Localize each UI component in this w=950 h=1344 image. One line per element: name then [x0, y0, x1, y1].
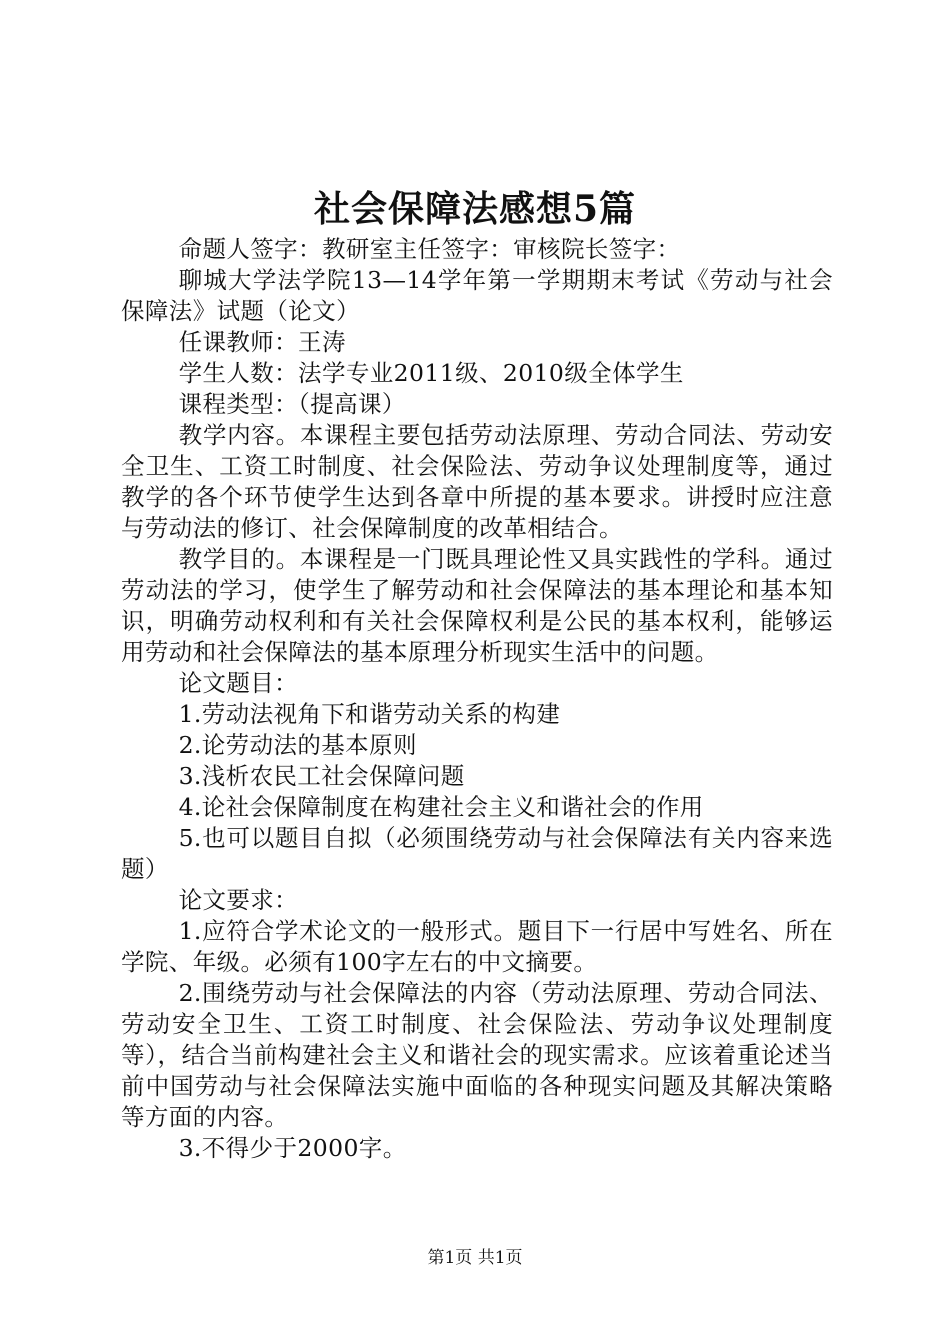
exam-heading: 聊城大学法学院13—14学年第一学期期末考试《劳动与社会保障法》试题（论文）: [121, 266, 833, 325]
topic-item: 1.劳动法视角下和谐劳动关系的构建: [178, 700, 561, 728]
signature-line: 命题人签字：教研室主任签字：审核院长签字：: [178, 235, 681, 263]
topic-item: 3.浅析农民工社会保障问题: [178, 762, 465, 790]
topic-item: 5.也可以题目自拟（必须围绕劳动与社会保障法有关内容来选题）: [121, 824, 833, 883]
teaching-content-paragraph: 教学内容。本课程主要包括劳动法原理、劳动合同法、劳动安全卫生、工资工时制度、社会保险法、劳动争议处理制度等，通过教学的各个环节使学生达到各章中所提的基本要求。讲授时应注意与劳动法的修订、社会保障制度的改革相结合。: [121, 421, 833, 542]
students-line: 学生人数：法学专业2011级、2010级全体学生: [178, 359, 684, 387]
requirement-item: 1.应符合学术论文的一般形式。题目下一行居中写姓名、所在学院、年级。必须有100字左右的中文摘要。: [121, 917, 833, 976]
topic-item: 4.论社会保障制度在构建社会主义和谐社会的作用: [178, 793, 704, 821]
topic-item: 2.论劳动法的基本原则: [178, 731, 417, 759]
requirement-item: 2.围绕劳动与社会保障法的内容（劳动法原理、劳动合同法、劳动安全卫生、工资工时制度、社会保险法、劳动争议处理制度等），结合当前构建社会主义和谐社会的现实需求。应该着重论述当前中国劳动与社会保障法实施中面临的各种现实问题及其解决策略等方面的内容。: [121, 979, 833, 1131]
document-body: [121, 234, 833, 1164]
topics-heading: 论文题目：: [178, 669, 299, 697]
requirement-item: 3.不得少于2000字。: [178, 1134, 407, 1162]
page-footer: 第1页 共1页: [427, 1248, 523, 1268]
teacher-line: 任课教师：王涛: [178, 328, 346, 356]
course-type-line: 课程类型：（提高课）: [178, 390, 406, 418]
requirements-heading: 论文要求：: [178, 886, 299, 914]
teaching-goal-paragraph: 教学目的。本课程是一门既具理论性又具实践性的学科。通过劳动法的学习，使学生了解劳动和社会保障法的基本理论和基本知识，明确劳动权利和有关社会保障权利是公民的基本权利，能够运用劳动和社会保障法的基本原理分析现实生活中的问题。: [121, 545, 833, 666]
document-title: 社会保障法感想5篇: [313, 188, 637, 230]
